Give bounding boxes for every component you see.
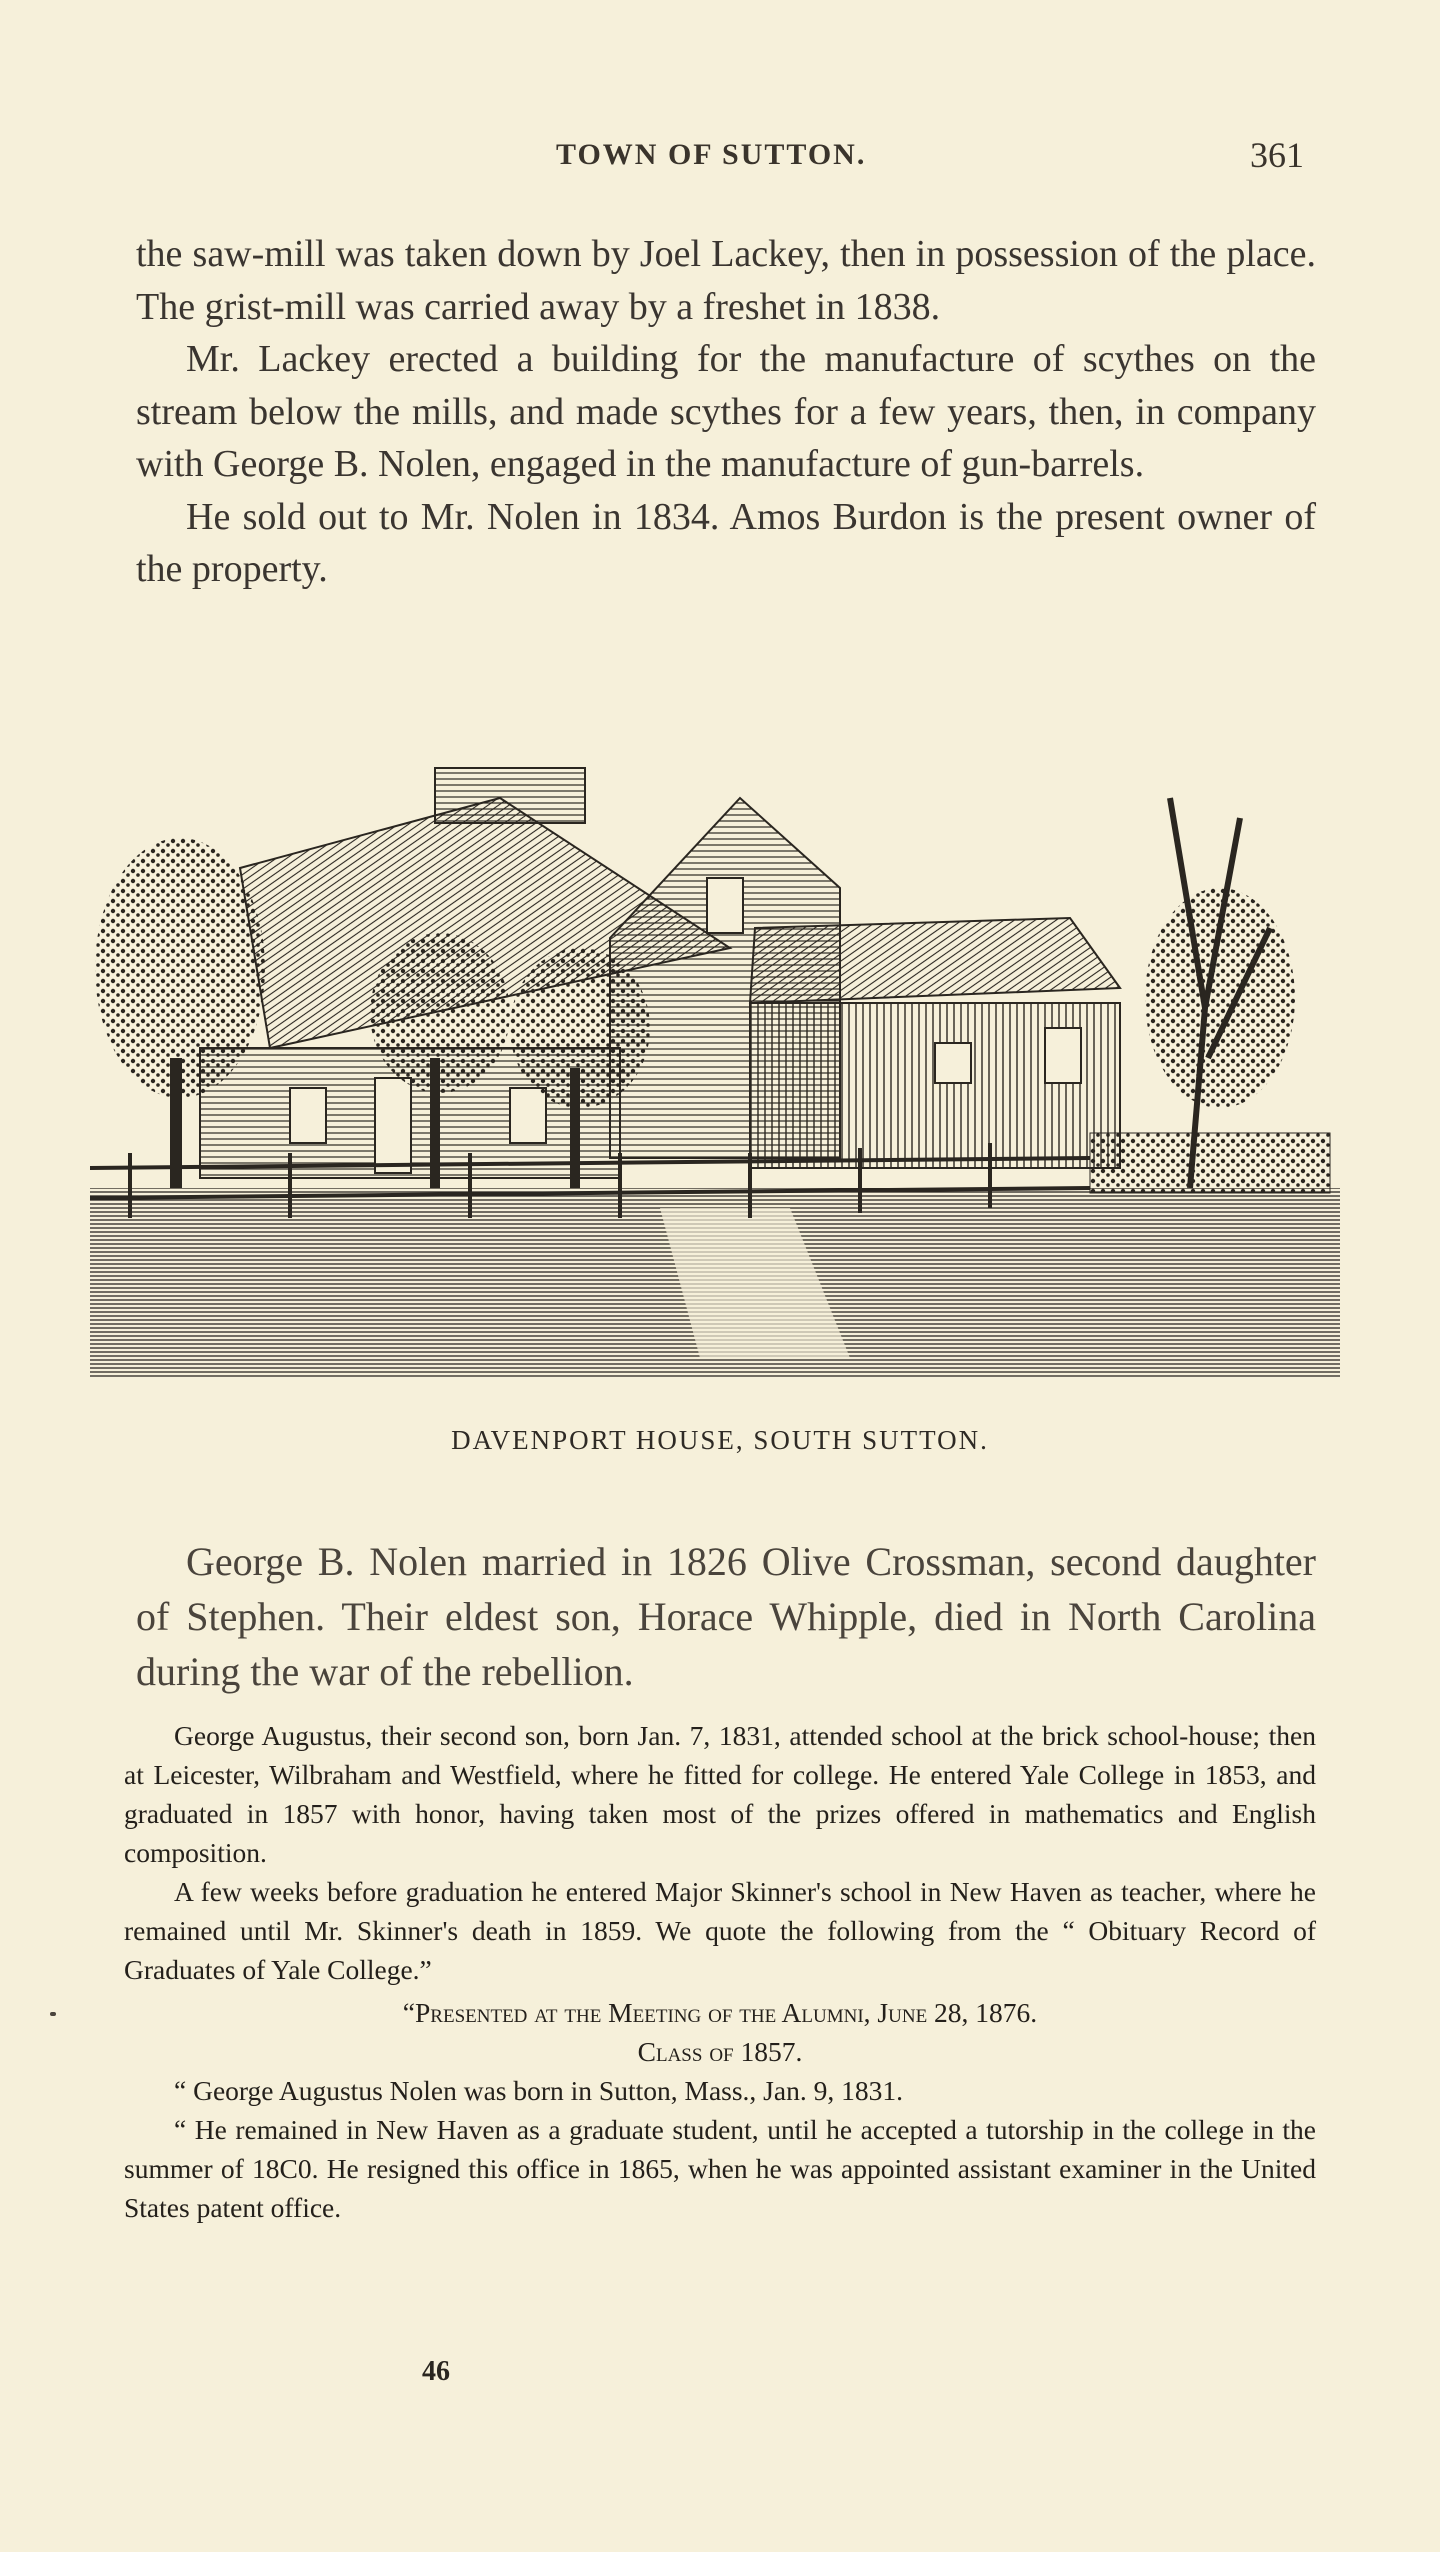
middle-text-block: [136, 1534, 1316, 1699]
quote-line-born: “ George Augustus Nolen was born in Sutton, Mass., Jan. 9, 1831.: [174, 2075, 903, 2106]
gable-window: [707, 878, 743, 933]
tree-middle-1-trunk: [430, 1058, 440, 1188]
front-door: [375, 1078, 411, 1173]
small-text-block: [124, 1716, 1316, 2227]
quote-line-tutorship: “ He remained in New Haven as a graduate student, until he accepted a tutorship in the college in the summer of 18C0. He resigned this office in 1865, when he was appointed assistant examiner in the United States patent office.: [124, 2114, 1316, 2223]
running-head: [0, 135, 1440, 188]
quote-heading: “Presented at the Meeting of the Alumni, June 28, 1876.: [402, 1997, 1038, 2028]
front-window-right: [510, 1088, 546, 1143]
margin-speck: [50, 2012, 56, 2016]
paragraph-skinner-school: A few weeks before graduation he entered Major Skinner's school in New Haven as teacher, where he remained until Mr. Skinner's death in 1859. We quote the following from the “ Obituary Record of Graduates of Yale College.”: [124, 1876, 1316, 1985]
page-number: 361: [1250, 135, 1304, 175]
shed-roof: [750, 918, 1120, 1003]
tree-middle-2-trunk: [570, 1068, 580, 1188]
running-title: TOWN OF SUTTON.: [556, 138, 867, 171]
front-window-left: [290, 1088, 326, 1143]
paragraph-sold-out: He sold out to Mr. Nolen in 1834. Amos Burdon is the present owner of the property.: [136, 495, 1316, 590]
shed-window-left: [935, 1043, 971, 1083]
top-text-block: [136, 228, 1316, 596]
paragraph-scythes: Mr. Lackey erected a building for the manufacture of scythes on the stream below the mills, and made scythes for a few years, then, in company with George B. Nolen, engaged in the manufacture of gun-barrels.: [136, 338, 1316, 485]
quote-class-line: Class of 1857.: [637, 2036, 803, 2067]
stone-wall: [1090, 1133, 1330, 1193]
shed-window-right: [1045, 1028, 1081, 1083]
chimney: [435, 768, 585, 823]
signature-mark: 46: [422, 2356, 450, 2387]
paragraph-george-augustus: George Augustus, their second son, born Jan. 7, 1831, attended school at the brick school-house; then at Leicester, Wilbraham and Westfield, where he fitted for college. He entered Yale College in 1853, and graduated in 1857 with honor, having taken most of the prizes offered in mathematics and English composition.: [124, 1720, 1316, 1868]
paragraph-sawmill: the saw-mill was taken down by Joel Lackey, then in possession of the place. The grist-mill was carried away by a freshet in 1838.: [136, 233, 1316, 328]
illustration-caption: DAVENPORT HOUSE, SOUTH SUTTON.: [451, 1425, 989, 1455]
paragraph-nolen-marriage: George B. Nolen married in 1826 Olive Crossman, second daughter of Stephen. Their eldest son, Horace Whipple, died in North Carolina during the war of the rebellion.: [136, 1539, 1316, 1694]
davenport-house-engraving: [90, 758, 1340, 1388]
